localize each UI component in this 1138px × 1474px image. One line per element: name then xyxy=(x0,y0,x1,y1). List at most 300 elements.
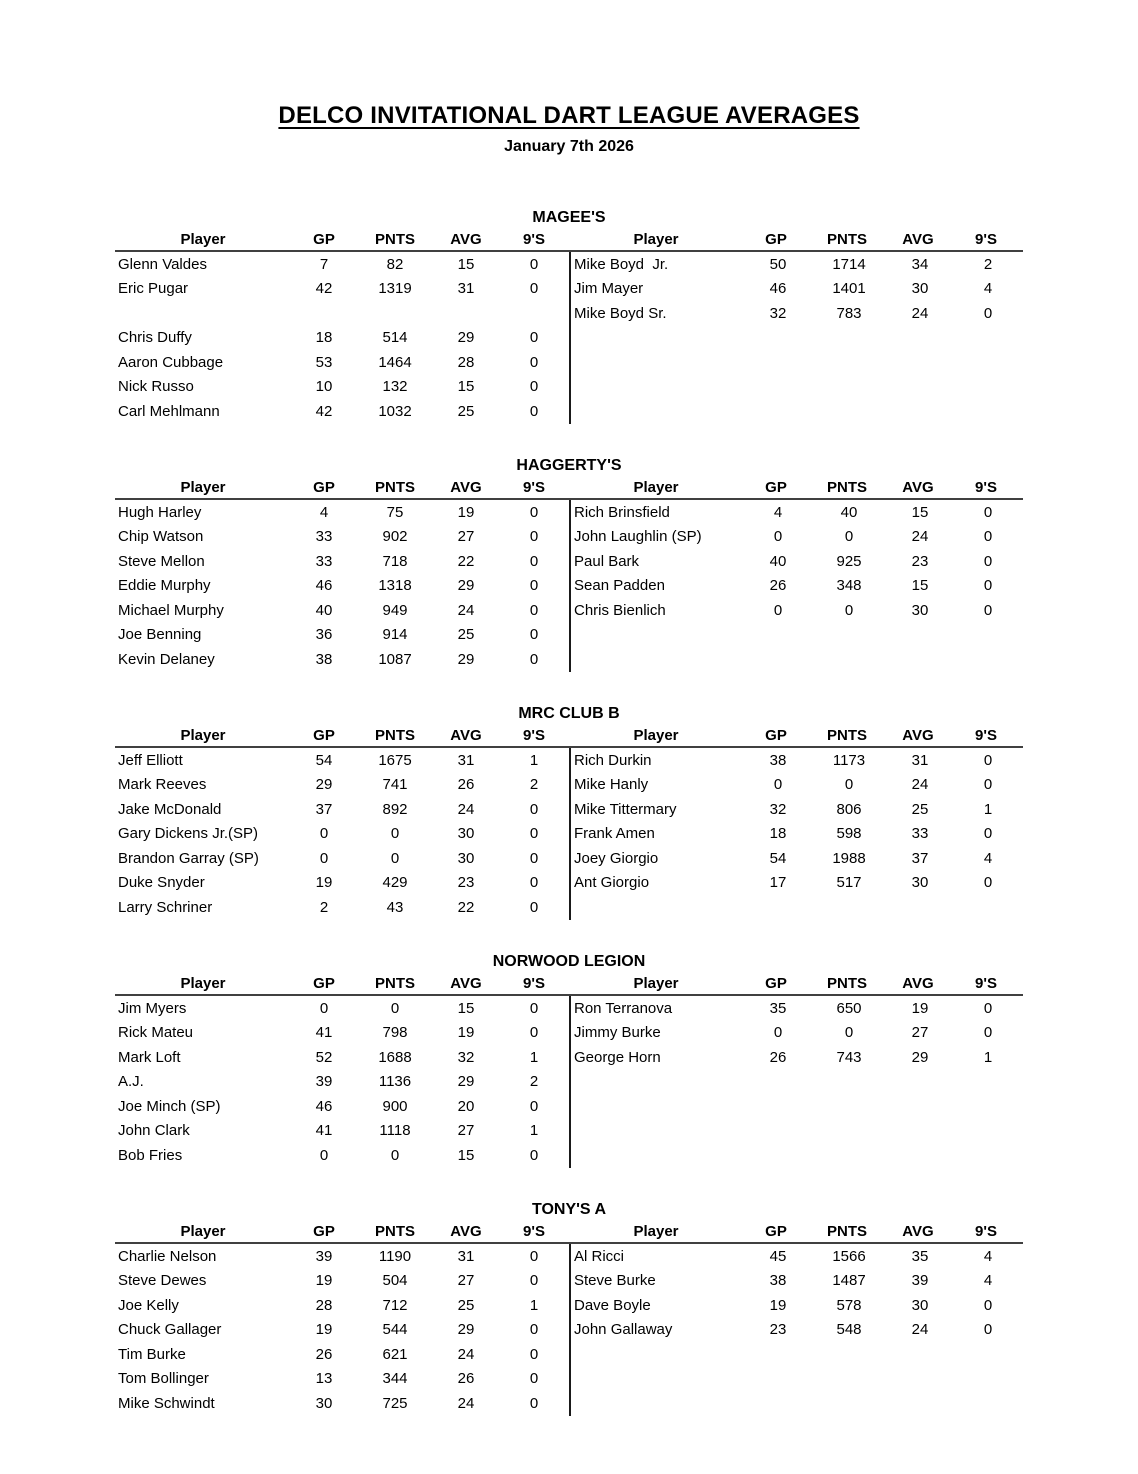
gp-cell: 0 xyxy=(319,999,329,1017)
gp-cell: 41 xyxy=(315,1024,333,1042)
nines-cell: 0 xyxy=(529,999,539,1017)
pnts-cell: 783 xyxy=(836,304,862,322)
avg-cell: 24 xyxy=(911,304,929,322)
column-header: PNTS xyxy=(826,479,867,496)
avg-cell: 29 xyxy=(911,1048,929,1066)
column-header: AVG xyxy=(450,975,482,992)
empty-row xyxy=(571,647,1023,672)
column-header: GP xyxy=(313,727,335,744)
gp-cell: 26 xyxy=(769,1048,787,1066)
column-header: AVG xyxy=(450,727,482,744)
table-rows xyxy=(115,996,569,1168)
pnts-cell: 892 xyxy=(382,800,408,818)
gp-cell: 30 xyxy=(315,1394,333,1412)
avg-cell: 19 xyxy=(457,503,475,521)
table-rows xyxy=(115,252,569,424)
nines-cell: 0 xyxy=(983,825,993,843)
avg-cell: 37 xyxy=(911,849,929,867)
empty-row xyxy=(571,1391,1023,1416)
nines-cell: 0 xyxy=(983,577,993,595)
gp-cell: 54 xyxy=(315,751,333,769)
header-row xyxy=(569,973,1023,996)
column-header: Player xyxy=(633,975,679,992)
table-row xyxy=(115,1045,569,1070)
pnts-cell: 650 xyxy=(836,999,862,1017)
empty-row xyxy=(571,1367,1023,1392)
player-cell: Mark Reeves xyxy=(118,776,207,794)
nines-cell: 0 xyxy=(529,1024,539,1042)
avg-cell: 27 xyxy=(457,1272,475,1290)
table-row xyxy=(115,1293,569,1318)
player-cell: Eddie Murphy xyxy=(118,577,211,595)
nines-cell: 0 xyxy=(529,503,539,521)
pnts-cell: 75 xyxy=(386,503,404,521)
nines-cell: 0 xyxy=(529,849,539,867)
column-header: GP xyxy=(765,1223,787,1240)
avg-cell: 31 xyxy=(457,751,475,769)
nines-cell: 1 xyxy=(529,751,539,769)
nines-cell: 0 xyxy=(983,1024,993,1042)
roster-table-left xyxy=(115,973,569,1168)
nines-cell: 2 xyxy=(983,255,993,273)
gp-cell: 7 xyxy=(319,255,329,273)
pnts-cell: 0 xyxy=(390,999,400,1017)
table-row xyxy=(571,996,1023,1021)
column-header: AVG xyxy=(902,727,934,744)
roster-table-left xyxy=(115,477,569,672)
avg-cell: 24 xyxy=(457,1345,475,1363)
pnts-cell: 0 xyxy=(390,825,400,843)
player-cell: Ron Terranova xyxy=(574,999,673,1017)
pnts-cell: 1032 xyxy=(378,402,412,420)
player-cell: Rich Durkin xyxy=(574,751,652,769)
avg-cell: 23 xyxy=(911,552,929,570)
table-row xyxy=(571,252,1023,277)
column-header: Player xyxy=(180,479,226,496)
nines-cell: 0 xyxy=(529,898,539,916)
player-cell: Glenn Valdes xyxy=(118,255,207,273)
section-tables xyxy=(115,229,1023,424)
gp-cell: 2 xyxy=(319,898,329,916)
table-rows xyxy=(569,1244,1023,1416)
pnts-cell: 132 xyxy=(382,378,408,396)
gp-cell: 32 xyxy=(769,800,787,818)
avg-cell: 28 xyxy=(457,353,475,371)
table-row xyxy=(571,301,1023,326)
gp-cell: 35 xyxy=(769,999,787,1017)
gp-cell: 36 xyxy=(315,626,333,644)
player-cell: Jim Mayer xyxy=(574,280,644,298)
gp-cell: 0 xyxy=(773,601,783,619)
gp-cell: 52 xyxy=(315,1048,333,1066)
avg-cell: 25 xyxy=(457,1296,475,1314)
pnts-cell: 1675 xyxy=(378,751,412,769)
nines-cell: 0 xyxy=(529,577,539,595)
player-cell: Chris Bienlich xyxy=(574,601,666,619)
pnts-cell: 925 xyxy=(836,552,862,570)
column-header: PNTS xyxy=(374,727,415,744)
player-cell: Larry Schriner xyxy=(118,898,213,916)
column-header: 9'S xyxy=(975,1223,997,1240)
header-row xyxy=(115,477,569,500)
table-rows xyxy=(115,500,569,672)
pnts-cell: 0 xyxy=(844,1024,854,1042)
header-row xyxy=(569,229,1023,252)
nines-cell: 1 xyxy=(529,1122,539,1140)
player-cell: John Laughlin (SP) xyxy=(574,528,702,546)
gp-cell: 19 xyxy=(315,874,333,892)
section-tables xyxy=(115,973,1023,1168)
header-row xyxy=(115,1221,569,1244)
avg-cell: 15 xyxy=(911,577,929,595)
column-header: PNTS xyxy=(374,231,415,248)
header-row xyxy=(569,1221,1023,1244)
nines-cell: 0 xyxy=(529,329,539,347)
avg-cell: 31 xyxy=(457,1247,475,1265)
column-header: Player xyxy=(633,479,679,496)
table-row xyxy=(115,996,569,1021)
table-row xyxy=(115,350,569,375)
column-header: 9'S xyxy=(523,727,545,744)
pnts-cell: 1988 xyxy=(832,849,866,867)
player-cell: Rick Mateu xyxy=(118,1024,194,1042)
gp-cell: 38 xyxy=(769,751,787,769)
player-cell: Eric Pugar xyxy=(118,280,189,298)
pnts-cell: 914 xyxy=(382,626,408,644)
table-row xyxy=(115,1269,569,1294)
table-row xyxy=(571,1045,1023,1070)
nines-cell: 0 xyxy=(983,503,993,521)
player-cell: Paul Bark xyxy=(574,552,640,570)
gp-cell: 40 xyxy=(315,601,333,619)
player-cell: Gary Dickens Jr.(SP) xyxy=(118,825,259,843)
roster-table-right xyxy=(569,1221,1023,1416)
nines-cell: 0 xyxy=(529,353,539,371)
player-cell: Chris Duffy xyxy=(118,329,192,347)
table-row xyxy=(115,1342,569,1367)
pnts-cell: 806 xyxy=(836,800,862,818)
player-cell: Duke Snyder xyxy=(118,874,205,892)
table-row xyxy=(115,895,569,920)
player-cell: Jeff Elliott xyxy=(118,751,183,769)
table-row xyxy=(115,822,569,847)
player-cell: Carl Mehlmann xyxy=(118,402,220,420)
nines-cell: 0 xyxy=(529,255,539,273)
table-row xyxy=(571,748,1023,773)
player-cell: Joe Benning xyxy=(118,626,202,644)
player-cell: Chip Watson xyxy=(118,528,204,546)
avg-cell: 29 xyxy=(457,329,475,347)
nines-cell: 0 xyxy=(529,280,539,298)
gp-cell: 19 xyxy=(315,1272,333,1290)
pnts-cell: 1190 xyxy=(378,1247,412,1265)
gp-cell: 39 xyxy=(315,1073,333,1091)
empty-row xyxy=(571,1143,1023,1168)
table-row xyxy=(115,301,569,326)
table-row xyxy=(571,598,1023,623)
column-header: AVG xyxy=(450,1223,482,1240)
header-row xyxy=(115,229,569,252)
gp-cell: 38 xyxy=(315,650,333,668)
avg-cell: 22 xyxy=(457,898,475,916)
table-row xyxy=(571,574,1023,599)
pnts-cell: 1566 xyxy=(832,1247,866,1265)
player-cell: Steve Burke xyxy=(574,1272,656,1290)
column-header: 9'S xyxy=(975,975,997,992)
pnts-cell: 40 xyxy=(840,503,858,521)
nines-cell: 0 xyxy=(529,1097,539,1115)
player-cell: Ant Giorgio xyxy=(574,874,650,892)
player-cell: Dave Boyle xyxy=(574,1296,651,1314)
table-row xyxy=(115,773,569,798)
pnts-cell: 0 xyxy=(844,776,854,794)
avg-cell: 20 xyxy=(457,1097,475,1115)
pnts-cell: 1173 xyxy=(832,751,866,769)
gp-cell: 32 xyxy=(769,304,787,322)
pnts-cell: 429 xyxy=(382,874,408,892)
nines-cell: 0 xyxy=(983,1296,993,1314)
pnts-cell: 621 xyxy=(382,1345,408,1363)
avg-cell: 29 xyxy=(457,1321,475,1339)
nines-cell: 0 xyxy=(529,378,539,396)
nines-cell: 0 xyxy=(529,552,539,570)
avg-cell: 30 xyxy=(911,874,929,892)
table-row xyxy=(571,846,1023,871)
nines-cell: 0 xyxy=(529,402,539,420)
player-cell: Jimmy Burke xyxy=(574,1024,661,1042)
section xyxy=(115,455,1023,672)
table-row xyxy=(115,574,569,599)
table-row xyxy=(115,623,569,648)
nines-cell: 4 xyxy=(983,280,993,298)
player-cell: Mike Boyd Sr. xyxy=(574,304,667,322)
avg-cell: 30 xyxy=(911,601,929,619)
gp-cell: 10 xyxy=(315,378,333,396)
table-row xyxy=(115,1094,569,1119)
gp-cell: 0 xyxy=(773,528,783,546)
gp-cell: 45 xyxy=(769,1247,787,1265)
empty-row xyxy=(571,1070,1023,1095)
gp-cell: 42 xyxy=(315,402,333,420)
column-header: Player xyxy=(180,231,226,248)
table-row xyxy=(115,797,569,822)
table-row xyxy=(115,846,569,871)
avg-cell: 22 xyxy=(457,552,475,570)
pnts-cell: 0 xyxy=(844,601,854,619)
empty-row xyxy=(571,399,1023,424)
avg-cell: 15 xyxy=(457,255,475,273)
table-row xyxy=(115,748,569,773)
avg-cell: 35 xyxy=(911,1247,929,1265)
player-cell: Mike Schwindt xyxy=(118,1394,215,1412)
table-row xyxy=(571,1318,1023,1343)
section-title: MRC CLUB B xyxy=(518,705,620,722)
player-cell: Mark Loft xyxy=(118,1048,181,1066)
nines-cell: 0 xyxy=(983,999,993,1017)
table-row xyxy=(571,1244,1023,1269)
column-header: 9'S xyxy=(523,1223,545,1240)
player-cell: Steve Mellon xyxy=(118,552,205,570)
gp-cell: 26 xyxy=(769,577,787,595)
pnts-cell: 1714 xyxy=(832,255,866,273)
pnts-cell: 949 xyxy=(382,601,408,619)
column-header: AVG xyxy=(902,1223,934,1240)
gp-cell: 33 xyxy=(315,528,333,546)
column-header: 9'S xyxy=(975,727,997,744)
column-header: AVG xyxy=(902,231,934,248)
empty-row xyxy=(571,326,1023,351)
avg-cell: 29 xyxy=(457,1073,475,1091)
nines-cell: 0 xyxy=(529,1394,539,1412)
avg-cell: 27 xyxy=(911,1024,929,1042)
avg-cell: 25 xyxy=(911,800,929,818)
column-header: 9'S xyxy=(975,231,997,248)
avg-cell: 33 xyxy=(911,825,929,843)
avg-cell: 27 xyxy=(457,528,475,546)
player-cell: Mike Tittermary xyxy=(574,800,677,818)
avg-cell: 30 xyxy=(911,1296,929,1314)
table-row xyxy=(115,1391,569,1416)
header-row xyxy=(569,725,1023,748)
player-cell: Chuck Gallager xyxy=(118,1321,222,1339)
player-cell: Hugh Harley xyxy=(118,503,202,521)
pnts-cell: 548 xyxy=(836,1321,862,1339)
section-tables xyxy=(115,477,1023,672)
avg-cell: 24 xyxy=(457,601,475,619)
avg-cell: 39 xyxy=(911,1272,929,1290)
section xyxy=(115,207,1023,424)
player-cell: Joey Giorgio xyxy=(574,849,659,867)
pnts-cell: 0 xyxy=(390,849,400,867)
pnts-cell: 712 xyxy=(382,1296,408,1314)
table-row xyxy=(115,1244,569,1269)
pnts-cell: 741 xyxy=(382,776,408,794)
player-cell: Rich Brinsfield xyxy=(574,503,670,521)
pnts-cell: 344 xyxy=(382,1370,408,1388)
gp-cell: 29 xyxy=(315,776,333,794)
table-row xyxy=(571,773,1023,798)
column-header: Player xyxy=(633,231,679,248)
header-row xyxy=(115,973,569,996)
gp-cell: 18 xyxy=(315,329,333,347)
column-header: AVG xyxy=(902,975,934,992)
column-header: PNTS xyxy=(826,231,867,248)
pnts-cell: 1464 xyxy=(378,353,412,371)
gp-cell: 26 xyxy=(315,1345,333,1363)
column-header: Player xyxy=(633,1223,679,1240)
gp-cell: 13 xyxy=(315,1370,333,1388)
pnts-cell: 1087 xyxy=(378,650,412,668)
column-header: PNTS xyxy=(374,1223,415,1240)
table-row xyxy=(115,1367,569,1392)
pnts-cell: 1688 xyxy=(378,1048,412,1066)
gp-cell: 4 xyxy=(773,503,783,521)
table-row xyxy=(115,252,569,277)
column-header: GP xyxy=(313,231,335,248)
gp-cell: 23 xyxy=(769,1321,787,1339)
avg-cell: 15 xyxy=(457,378,475,396)
roster-table-right xyxy=(569,973,1023,1168)
column-header: 9'S xyxy=(523,975,545,992)
column-header: PNTS xyxy=(826,727,867,744)
empty-row xyxy=(571,1119,1023,1144)
column-header: PNTS xyxy=(374,975,415,992)
nines-cell: 1 xyxy=(983,1048,993,1066)
column-header: AVG xyxy=(450,479,482,496)
gp-cell: 41 xyxy=(315,1122,333,1140)
table-row xyxy=(115,375,569,400)
table-rows xyxy=(115,1244,569,1416)
nines-cell: 0 xyxy=(529,874,539,892)
column-header: Player xyxy=(180,1223,226,1240)
nines-cell: 1 xyxy=(983,800,993,818)
nines-cell: 4 xyxy=(983,849,993,867)
pnts-cell: 514 xyxy=(382,329,408,347)
column-header: PNTS xyxy=(374,479,415,496)
pnts-cell: 900 xyxy=(382,1097,408,1115)
nines-cell: 0 xyxy=(529,1146,539,1164)
gp-cell: 46 xyxy=(769,280,787,298)
gp-cell: 38 xyxy=(769,1272,787,1290)
player-cell: Jim Myers xyxy=(118,999,187,1017)
avg-cell: 30 xyxy=(911,280,929,298)
pnts-cell: 82 xyxy=(386,255,404,273)
pnts-cell: 1487 xyxy=(832,1272,866,1290)
gp-cell: 0 xyxy=(773,776,783,794)
gp-cell: 42 xyxy=(315,280,333,298)
pnts-cell: 517 xyxy=(836,874,862,892)
avg-cell: 24 xyxy=(457,1394,475,1412)
pnts-cell: 43 xyxy=(386,898,404,916)
nines-cell: 2 xyxy=(529,776,539,794)
pnts-cell: 0 xyxy=(390,1146,400,1164)
column-header: GP xyxy=(313,1223,335,1240)
section-title: MAGEE'S xyxy=(532,209,606,226)
section-title: NORWOOD LEGION xyxy=(492,953,646,970)
table-row xyxy=(115,1119,569,1144)
table-row xyxy=(115,549,569,574)
player-cell: A.J. xyxy=(118,1073,144,1091)
table-row xyxy=(115,647,569,672)
avg-cell: 30 xyxy=(457,825,475,843)
pnts-cell: 544 xyxy=(382,1321,408,1339)
gp-cell: 19 xyxy=(315,1321,333,1339)
page-title: DELCO INVITATIONAL DART LEAGUE AVERAGES xyxy=(278,102,860,129)
roster-table-left xyxy=(115,229,569,424)
gp-cell: 53 xyxy=(315,353,333,371)
avg-cell: 27 xyxy=(457,1122,475,1140)
gp-cell: 0 xyxy=(319,849,329,867)
nines-cell: 4 xyxy=(983,1272,993,1290)
column-header: GP xyxy=(765,231,787,248)
pnts-cell: 1118 xyxy=(379,1122,411,1140)
player-cell: George Horn xyxy=(574,1048,661,1066)
column-header: Player xyxy=(180,975,226,992)
page-date: January 7th 2026 xyxy=(504,138,634,155)
column-header: AVG xyxy=(902,479,934,496)
gp-cell: 39 xyxy=(315,1247,333,1265)
nines-cell: 0 xyxy=(983,552,993,570)
avg-cell: 26 xyxy=(457,776,475,794)
avg-cell: 31 xyxy=(457,280,475,298)
avg-cell: 15 xyxy=(457,999,475,1017)
nines-cell: 0 xyxy=(983,1321,993,1339)
pnts-cell: 1318 xyxy=(378,577,412,595)
column-header: GP xyxy=(765,479,787,496)
pnts-cell: 578 xyxy=(836,1296,862,1314)
avg-cell: 32 xyxy=(457,1048,475,1066)
table-row xyxy=(115,871,569,896)
